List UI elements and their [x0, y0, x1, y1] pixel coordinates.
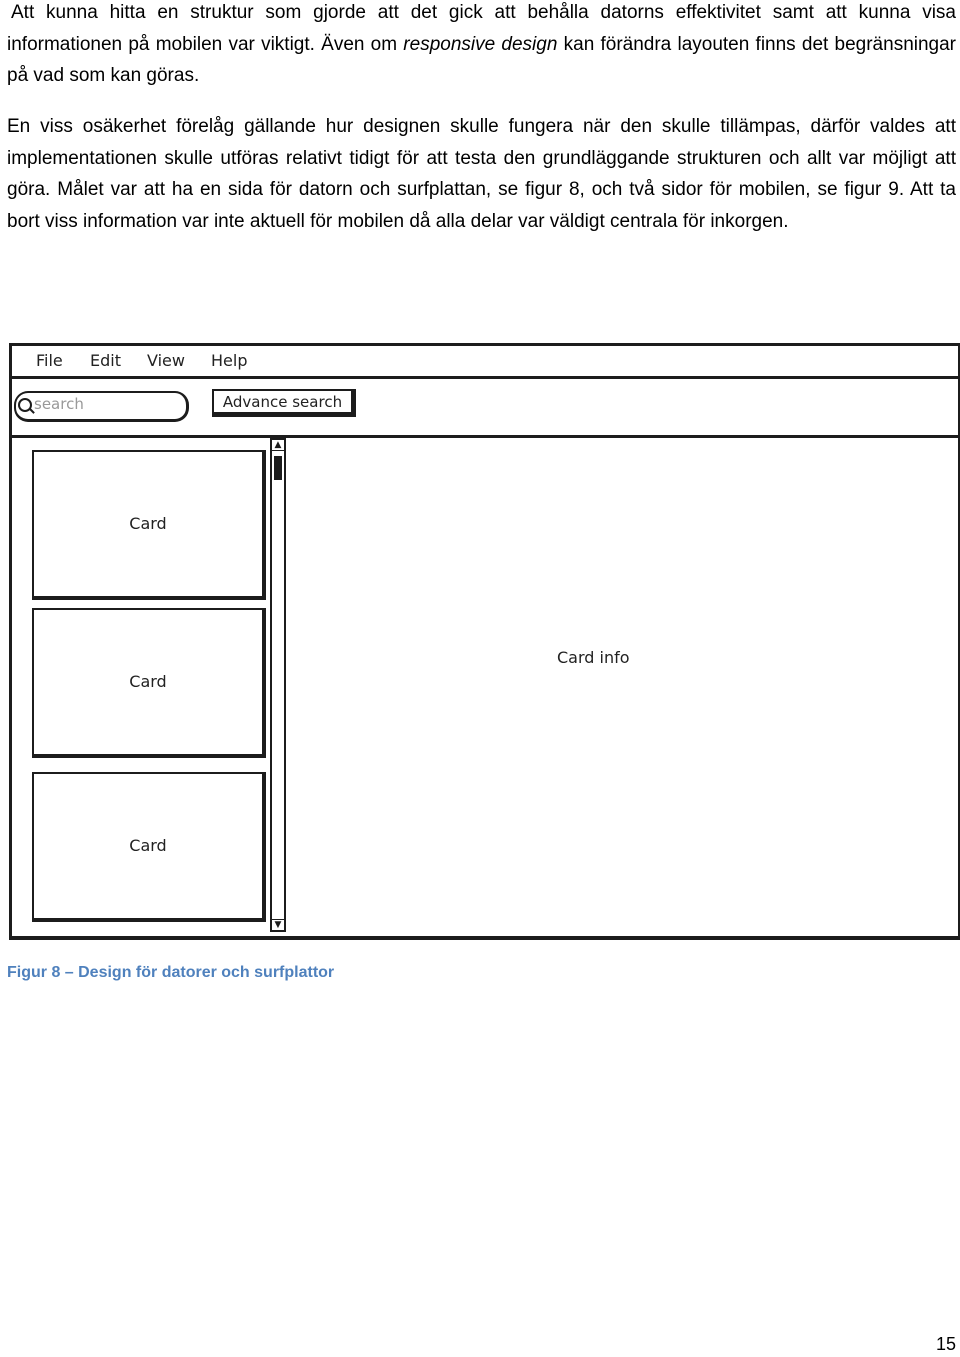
- card-info-panel: Card info: [557, 648, 630, 667]
- search-input[interactable]: [34, 395, 174, 413]
- scroll-down-arrow-icon[interactable]: ▼: [272, 919, 284, 930]
- menu-edit[interactable]: Edit: [90, 351, 121, 370]
- scroll-thumb[interactable]: [274, 456, 282, 480]
- card-list: [12, 438, 288, 933]
- menu-help[interactable]: Help: [211, 351, 248, 370]
- menu-file[interactable]: File: [36, 351, 63, 370]
- toolbar: [12, 379, 958, 438]
- implementation-paragraph: En viss osäkerhet förelåg gällande hur designen skulle fungera när den skulle tillämpas, därför valdes att implementationen skulle utföras relativt tidigt för att testa den grundläggande strukturen och allt var möjligt att göra. Målet var att ha en sida för datorn och surfplattan, se figur 8, och två sidor för mobilen, se figur 9. Att ta bort viss information var inte aktuell för mobilen då alla delar var väldigt centrala för inkorgen.: [7, 116, 956, 232]
- card-list-scrollbar[interactable]: [270, 438, 286, 932]
- menu-bar: [12, 346, 958, 379]
- intro-text-part2: kan förändra layouten finns det begränsningar på vad som kan göras.: [7, 33, 957, 86]
- wireframe-window: [9, 343, 960, 940]
- page-number: 15: [935, 1334, 956, 1354]
- card-item[interactable]: Card: [32, 772, 266, 922]
- intro-text-part1: Att kunna hitta en struktur som gjorde att det gick att behålla datorns effektivitet samt att kunna visa informationen på mobilen var viktigt. Även om: [7, 2, 956, 55]
- search-icon: [18, 398, 32, 412]
- advance-search-button[interactable]: Advance search: [212, 389, 356, 417]
- card-item[interactable]: Card: [32, 608, 266, 758]
- figure-caption: Figur 8 – Design för datorer och surfplattor: [7, 964, 335, 981]
- menu-view[interactable]: View: [147, 351, 185, 370]
- intro-paragraph: [7, 0, 956, 92]
- scroll-up-arrow-icon[interactable]: ▲: [272, 440, 284, 451]
- intro-emphasis: responsive design: [403, 33, 558, 55]
- search-box[interactable]: [14, 391, 189, 422]
- card-item[interactable]: Card: [32, 450, 266, 600]
